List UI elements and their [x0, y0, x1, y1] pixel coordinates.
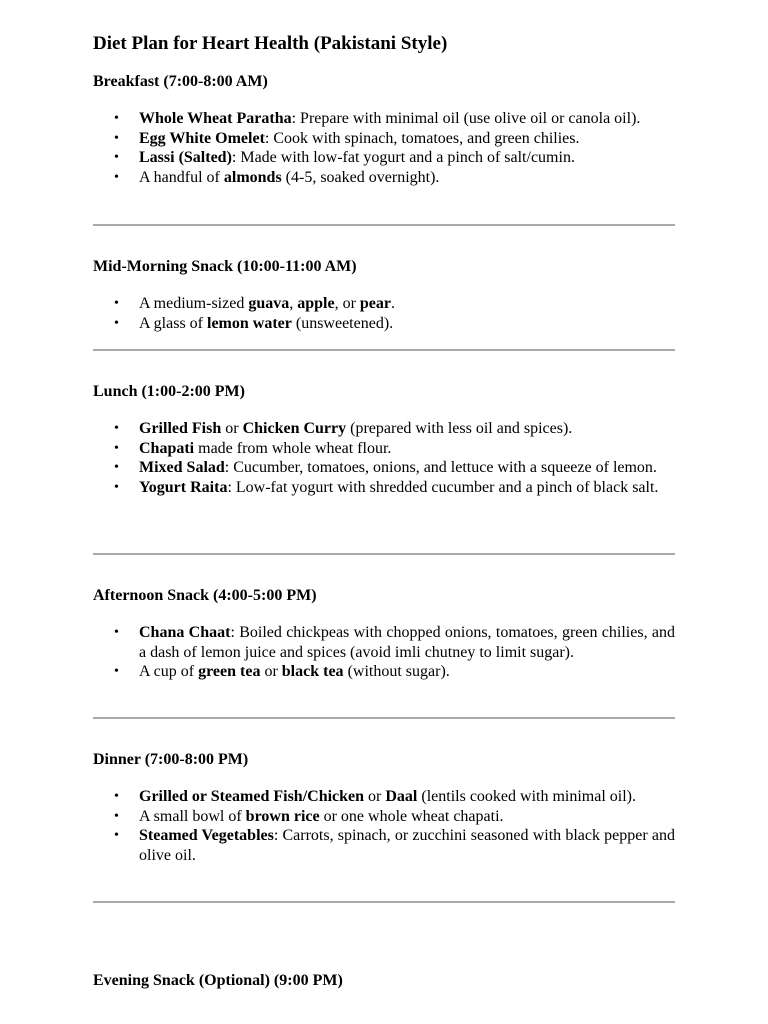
item-text: A medium-sized	[139, 295, 249, 312]
item-emphasis: Yogurt Raita	[139, 478, 228, 496]
list-item	[93, 623, 675, 662]
item-text: : Prepare with minimal oil (use olive oil or canola oil).	[291, 110, 641, 127]
item-text: : Boiled chickpeas with chopped onions, tomatoes, green chilies, and a dash of lemon juice and spices (avoid imli chutney to limit sugar).	[139, 624, 675, 661]
item-emphasis: Chana Chaat	[139, 624, 231, 641]
item-text: A handful of	[139, 168, 224, 186]
item-emphasis: Whole Wheat Paratha	[139, 110, 292, 127]
item-emphasis: Lassi (Salted)	[139, 149, 232, 166]
item-emphasis: apple	[297, 295, 335, 312]
section-divider	[93, 349, 675, 351]
item-emphasis: almonds	[223, 168, 282, 186]
list-item	[93, 168, 675, 188]
item-list	[93, 109, 675, 187]
item-text: : Cook with spinach, tomatoes, and green chilies.	[264, 129, 580, 147]
bullet-marker: •	[114, 111, 119, 126]
bullet-marker: •	[114, 150, 119, 165]
item-emphasis: Daal	[385, 788, 418, 805]
section-dinner	[93, 750, 675, 865]
list-item	[93, 478, 675, 498]
section-heading: Lunch (1:00-2:00 PM)	[93, 383, 245, 400]
section-heading: Dinner (7:00-8:00 PM)	[93, 751, 249, 768]
item-text: made from whole wheat flour.	[194, 439, 392, 457]
item-emphasis: Chapati	[139, 439, 195, 457]
bullet-marker: •	[114, 479, 119, 495]
item-text: : Made with low-fat yogurt and a pinch of salt/cumin.	[231, 149, 575, 166]
list-item	[93, 439, 675, 459]
item-text: or	[260, 663, 282, 680]
item-text: A cup of	[139, 663, 199, 680]
item-text: : Low-fat yogurt with shredded cucumber and a pinch of black salt.	[227, 478, 659, 496]
item-emphasis: black tea	[281, 663, 344, 680]
bullet-marker: •	[114, 421, 119, 436]
bullet-marker: •	[114, 130, 119, 146]
item-text: : Cucumber, tomatoes, onions, and lettuce with a squeeze of lemon.	[224, 459, 657, 476]
section-divider	[93, 224, 675, 226]
section-heading: Breakfast (7:00-8:00 AM)	[93, 73, 268, 90]
item-list	[93, 294, 675, 333]
item-text: or one whole wheat chapati.	[319, 807, 504, 825]
item-emphasis: lemon water	[207, 314, 292, 332]
item-text: A glass of	[139, 314, 207, 332]
section-afternoon-snack	[93, 586, 675, 682]
bullet-marker: •	[114, 664, 119, 679]
section-evening-snack	[93, 971, 675, 991]
list-item	[93, 148, 675, 168]
item-text: .	[391, 295, 395, 312]
section-divider	[93, 553, 675, 555]
item-text: ,	[289, 295, 298, 312]
list-item	[93, 294, 675, 314]
bullet-marker: •	[114, 315, 119, 331]
item-text: or	[221, 420, 243, 437]
item-list	[93, 419, 675, 497]
section-heading: Afternoon Snack (4:00-5:00 PM)	[93, 587, 317, 604]
item-text: (without sugar).	[343, 663, 450, 680]
bullet-marker: •	[114, 460, 119, 475]
item-text: : Carrots, spinach, or zucchini seasoned with black pepper and olive oil.	[139, 827, 676, 864]
document-title: Diet Plan for Heart Health (Pakistani Style)	[93, 33, 448, 54]
item-emphasis: pear	[359, 295, 391, 312]
item-text: , or	[334, 295, 360, 312]
bullet-marker: •	[114, 440, 119, 456]
item-emphasis: Grilled or Steamed Fish/Chicken	[139, 788, 365, 805]
section-mid-morning-snack	[93, 257, 675, 333]
item-list	[93, 787, 675, 865]
bullet-marker: •	[114, 169, 119, 185]
section-breakfast	[93, 72, 675, 187]
list-item	[93, 458, 675, 478]
bullet-marker: •	[114, 808, 119, 824]
item-text: (unsweetened).	[291, 314, 394, 332]
list-item	[93, 807, 675, 827]
item-emphasis: brown rice	[245, 807, 320, 825]
item-emphasis: Chicken Curry	[242, 420, 347, 437]
section-lunch	[93, 382, 675, 497]
item-text: (prepared with less oil and spices).	[346, 420, 573, 437]
list-item	[93, 314, 675, 334]
list-item	[93, 109, 675, 129]
item-text: (4-5, soaked overnight).	[281, 168, 440, 186]
list-item	[93, 662, 675, 682]
item-text: A small bowl of	[139, 807, 246, 825]
bullet-marker: •	[114, 625, 119, 640]
list-item	[93, 826, 675, 865]
item-emphasis: guava	[248, 295, 290, 312]
bullet-marker: •	[114, 828, 119, 843]
section-heading: Mid-Morning Snack (10:00-11:00 AM)	[93, 258, 357, 275]
item-emphasis: green tea	[198, 663, 261, 680]
list-item	[93, 419, 675, 439]
list-item	[93, 129, 675, 149]
item-emphasis: Mixed Salad	[139, 459, 225, 476]
item-emphasis: Steamed Vegetables	[139, 827, 274, 844]
item-text: or	[364, 788, 386, 805]
bullet-marker: •	[114, 296, 119, 311]
item-list	[93, 623, 675, 682]
item-emphasis: Egg White Omelet	[139, 129, 265, 147]
section-divider	[93, 717, 675, 719]
bullet-marker: •	[114, 789, 119, 804]
item-emphasis: Grilled Fish	[139, 420, 222, 437]
item-text: (lentils cooked with minimal oil).	[417, 788, 637, 805]
section-divider	[93, 901, 675, 903]
list-item	[93, 787, 675, 807]
section-heading: Evening Snack (Optional) (9:00 PM)	[93, 972, 343, 989]
